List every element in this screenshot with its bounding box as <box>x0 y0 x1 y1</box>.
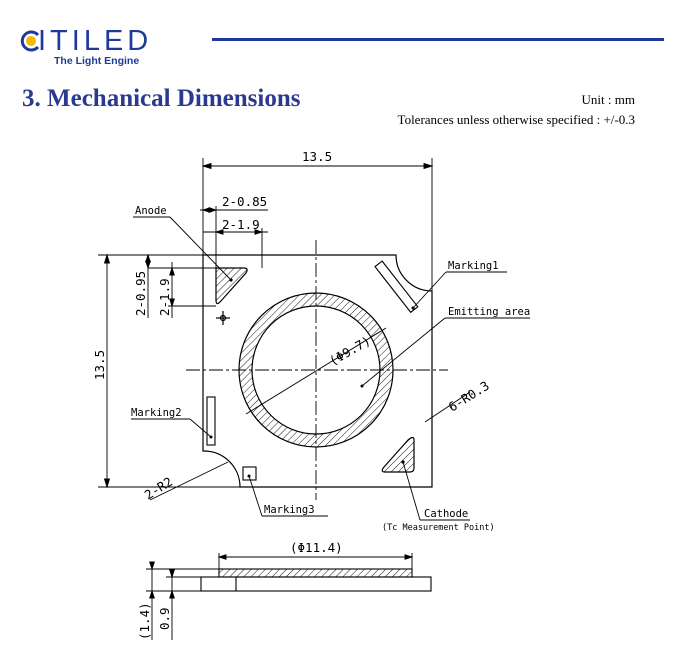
emitting-area-label: Emitting area <box>448 306 531 318</box>
marking1-slot <box>375 261 418 312</box>
cathode-pad <box>382 438 414 473</box>
outer-diameter-label: (Φ11.4) <box>290 540 343 555</box>
anode-pad <box>216 268 247 304</box>
anode-dim-b-label: 2-1.9 <box>222 217 260 232</box>
unit-note: Unit : mm <box>581 92 635 107</box>
logo-wordmark: ITILED <box>38 25 153 57</box>
anode-dim-a-label: 2-0.85 <box>222 194 268 209</box>
anode-label: Anode <box>135 205 167 217</box>
pad-radius-label: 6-R0.3 <box>445 377 492 415</box>
marking2-slot <box>207 397 215 445</box>
width-dimension-label: 13.5 <box>302 149 333 164</box>
side-view <box>146 553 431 640</box>
tolerance-note: Tolerances unless otherwise specified : +/-0.3 <box>397 112 635 127</box>
polarity-plus-icon <box>216 311 230 325</box>
side-dim-b-label: 0.9 <box>157 607 172 630</box>
marking2-label: Marking2 <box>131 407 182 419</box>
logo-tagline: The Light Engine <box>54 55 140 67</box>
anode-dim-c-label: 2-0.95 <box>133 270 148 316</box>
cathode-label: Cathode <box>424 508 469 520</box>
marking3-label: Marking3 <box>264 504 315 516</box>
height-dimension-label: 13.5 <box>92 349 107 380</box>
tc-point-label: (Tc Measurement Point) <box>382 523 495 533</box>
circle-diameter-label: (Φ9.7) <box>326 332 374 369</box>
marking1-label: Marking1 <box>448 260 499 272</box>
anode-dim-d-label: 2-1.9 <box>157 278 172 316</box>
section-title: 3. Mechanical Dimensions <box>22 85 301 112</box>
corner-radius-label: 2-R2 <box>141 473 176 503</box>
side-dim-a-label: (1.4) <box>137 602 152 640</box>
